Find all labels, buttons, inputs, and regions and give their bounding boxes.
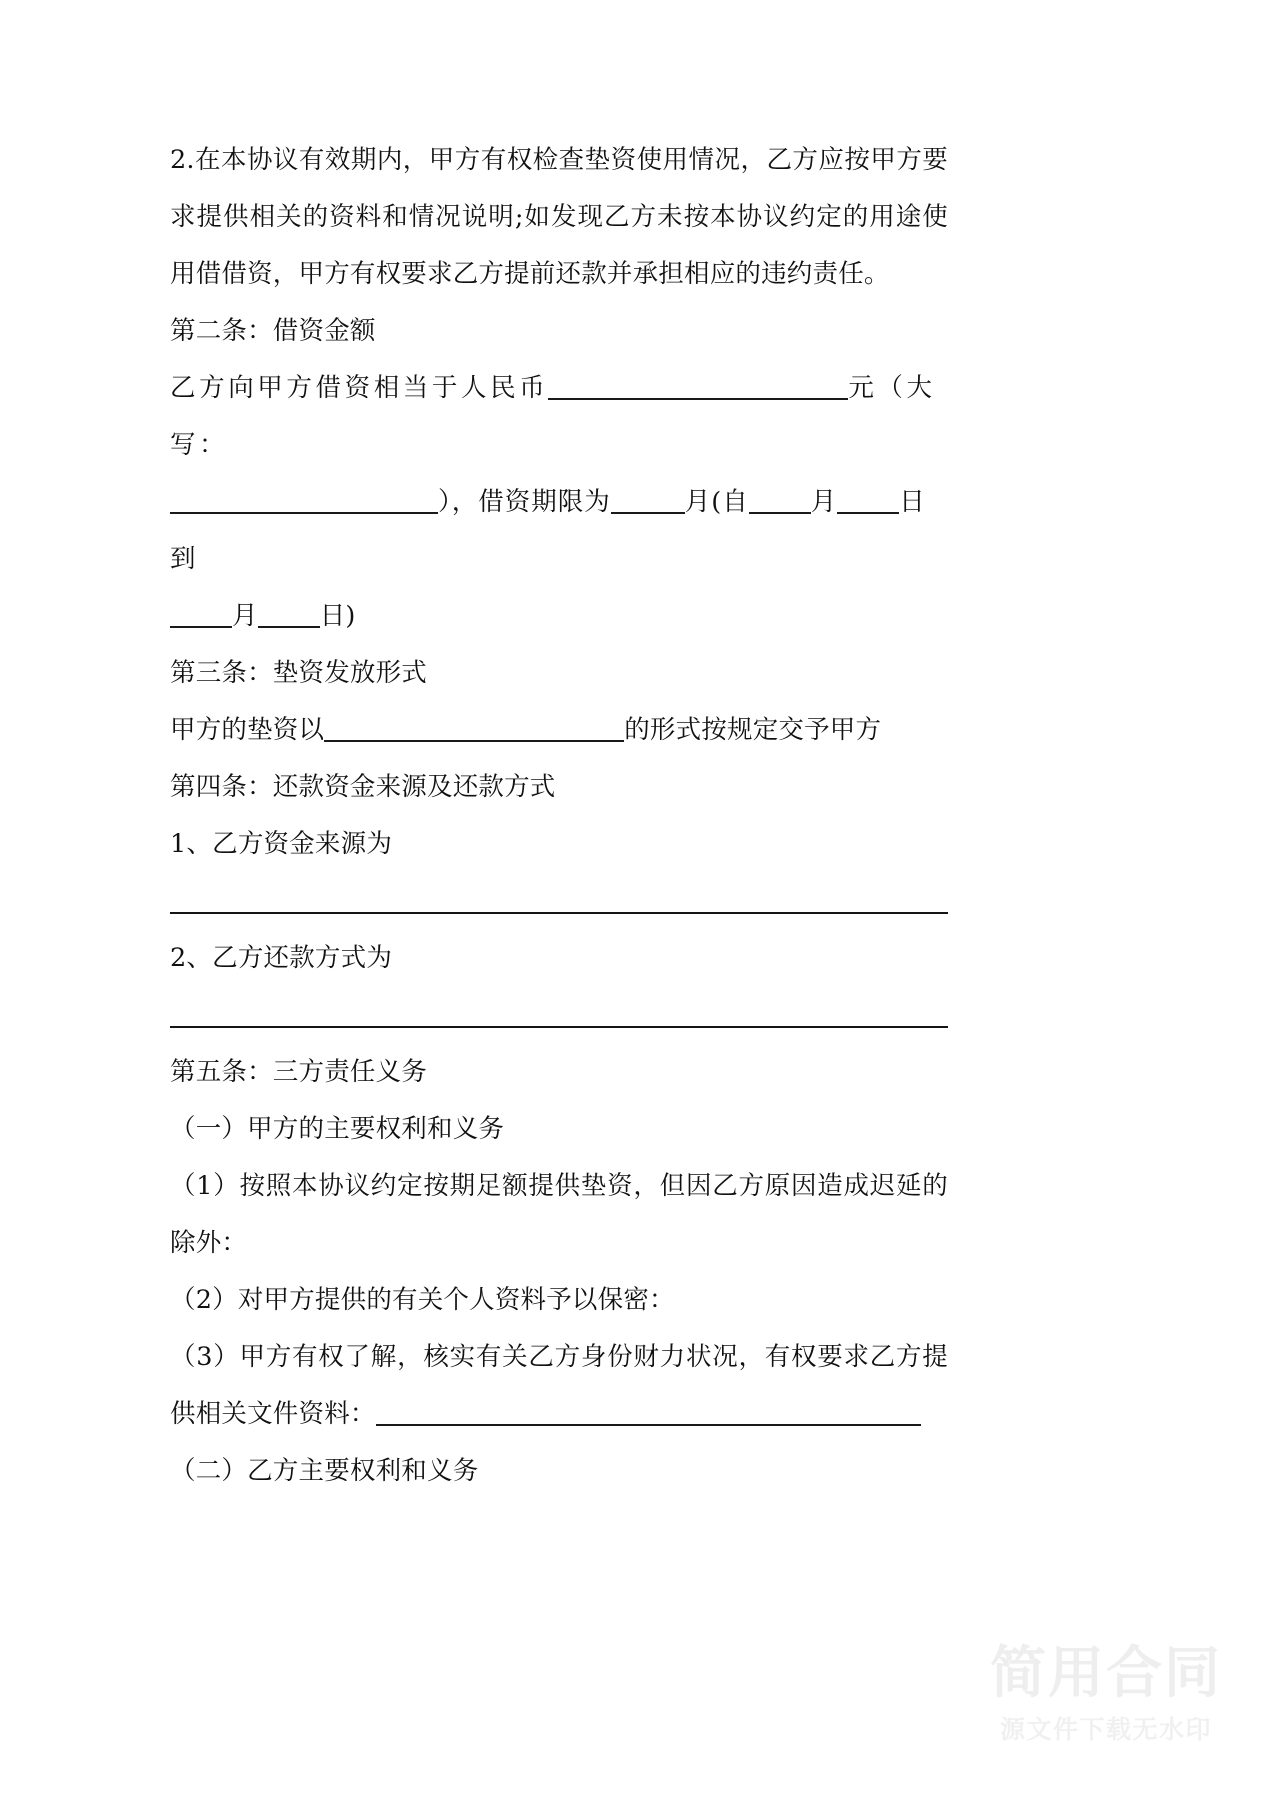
blank-start-month[interactable] — [749, 490, 811, 514]
paragraph-clause5-part1-item1: （1）按照本协议约定按期足额提供垫资，但因乙方原因造成迟延的除外： — [170, 1171, 948, 1258]
heading-clause5-part-2: （二）乙方主要权利和义务 — [170, 1456, 479, 1486]
text-clause2-month-1: 月 — [810, 487, 838, 517]
document-body — [170, 132, 948, 1500]
text-clause2-to: 日到 — [170, 487, 926, 574]
heading-clause-5: 第五条：三方责任义务 — [170, 1057, 428, 1087]
heading-clause5-part-1: （一）甲方的主要权利和义务 — [170, 1114, 505, 1144]
paragraph-clause3-body — [170, 702, 948, 759]
text-clause3-suffix: 的形式按规定交予甲方 — [624, 715, 882, 745]
blank-repayment-method-line[interactable] — [170, 1026, 948, 1028]
blank-supporting-documents[interactable] — [376, 1402, 921, 1426]
heading-clause-3: 第三条：垫资发放形式 — [170, 658, 428, 688]
paragraph-clause2-amount-line2 — [170, 474, 948, 588]
text-clause2-month-2: 月 — [232, 601, 258, 631]
text-clause3-prefix: 甲方的垫资以 — [170, 715, 325, 745]
blank-amount-figures[interactable] — [548, 376, 848, 400]
paragraph-clause4-item1: 1、乙方资金来源为 — [170, 829, 393, 859]
blank-repayment-method-row — [170, 987, 948, 1044]
blank-end-day[interactable] — [258, 604, 320, 628]
blank-fund-source-row — [170, 873, 948, 930]
blank-term-months[interactable] — [611, 490, 685, 514]
blank-start-day[interactable] — [837, 490, 899, 514]
heading-clause-4: 第四条：还款资金来源及还款方式 — [170, 772, 556, 802]
paragraph-clause2-amount-line3 — [170, 588, 948, 645]
paragraph-clause5-part1-item2: （2）对甲方提供的有关个人资料予以保密： — [170, 1285, 675, 1315]
watermark — [990, 1642, 1222, 1748]
paragraph-clause1-item2: 2.在本协议有效期内，甲方有权检查垫资使用情况，乙方应按甲方要求提供相关的资料和情况说明;如发现乙方未按本协议约定的用途使用借借资，甲方有权要求乙方提前还款并承担相应的违约责任。 — [170, 145, 948, 289]
text-clause5-item3: （3）甲方有权了解，核实有关乙方身份财力状况，有权要求乙方提供相关文件资料： — [170, 1342, 948, 1429]
text-clause2-day-close: 日) — [319, 601, 356, 631]
heading-clause-2: 第二条：借资金额 — [170, 316, 376, 346]
text-clause2-amount-unit: 元（大写： — [170, 373, 936, 460]
blank-fund-source-line[interactable] — [170, 912, 948, 914]
text-clause2-term-prefix: ），借资期限为 — [438, 487, 611, 517]
text-clause2-amount-prefix: 乙方向甲方借资相当于人民币 — [170, 373, 549, 403]
watermark-tagline: 源文件下载无水印 — [999, 1714, 1212, 1744]
watermark-brand: 简用合同 — [990, 1641, 1222, 1707]
paragraph-clause2-amount-line1 — [170, 360, 948, 474]
blank-amount-words[interactable] — [170, 490, 438, 514]
paragraph-clause5-part1-item3 — [170, 1329, 948, 1443]
text-clause2-from: 月(自 — [684, 487, 749, 517]
blank-disbursement-form[interactable] — [324, 718, 624, 742]
blank-end-month[interactable] — [170, 604, 232, 628]
paragraph-clause4-item2: 2、乙方还款方式为 — [170, 943, 393, 973]
